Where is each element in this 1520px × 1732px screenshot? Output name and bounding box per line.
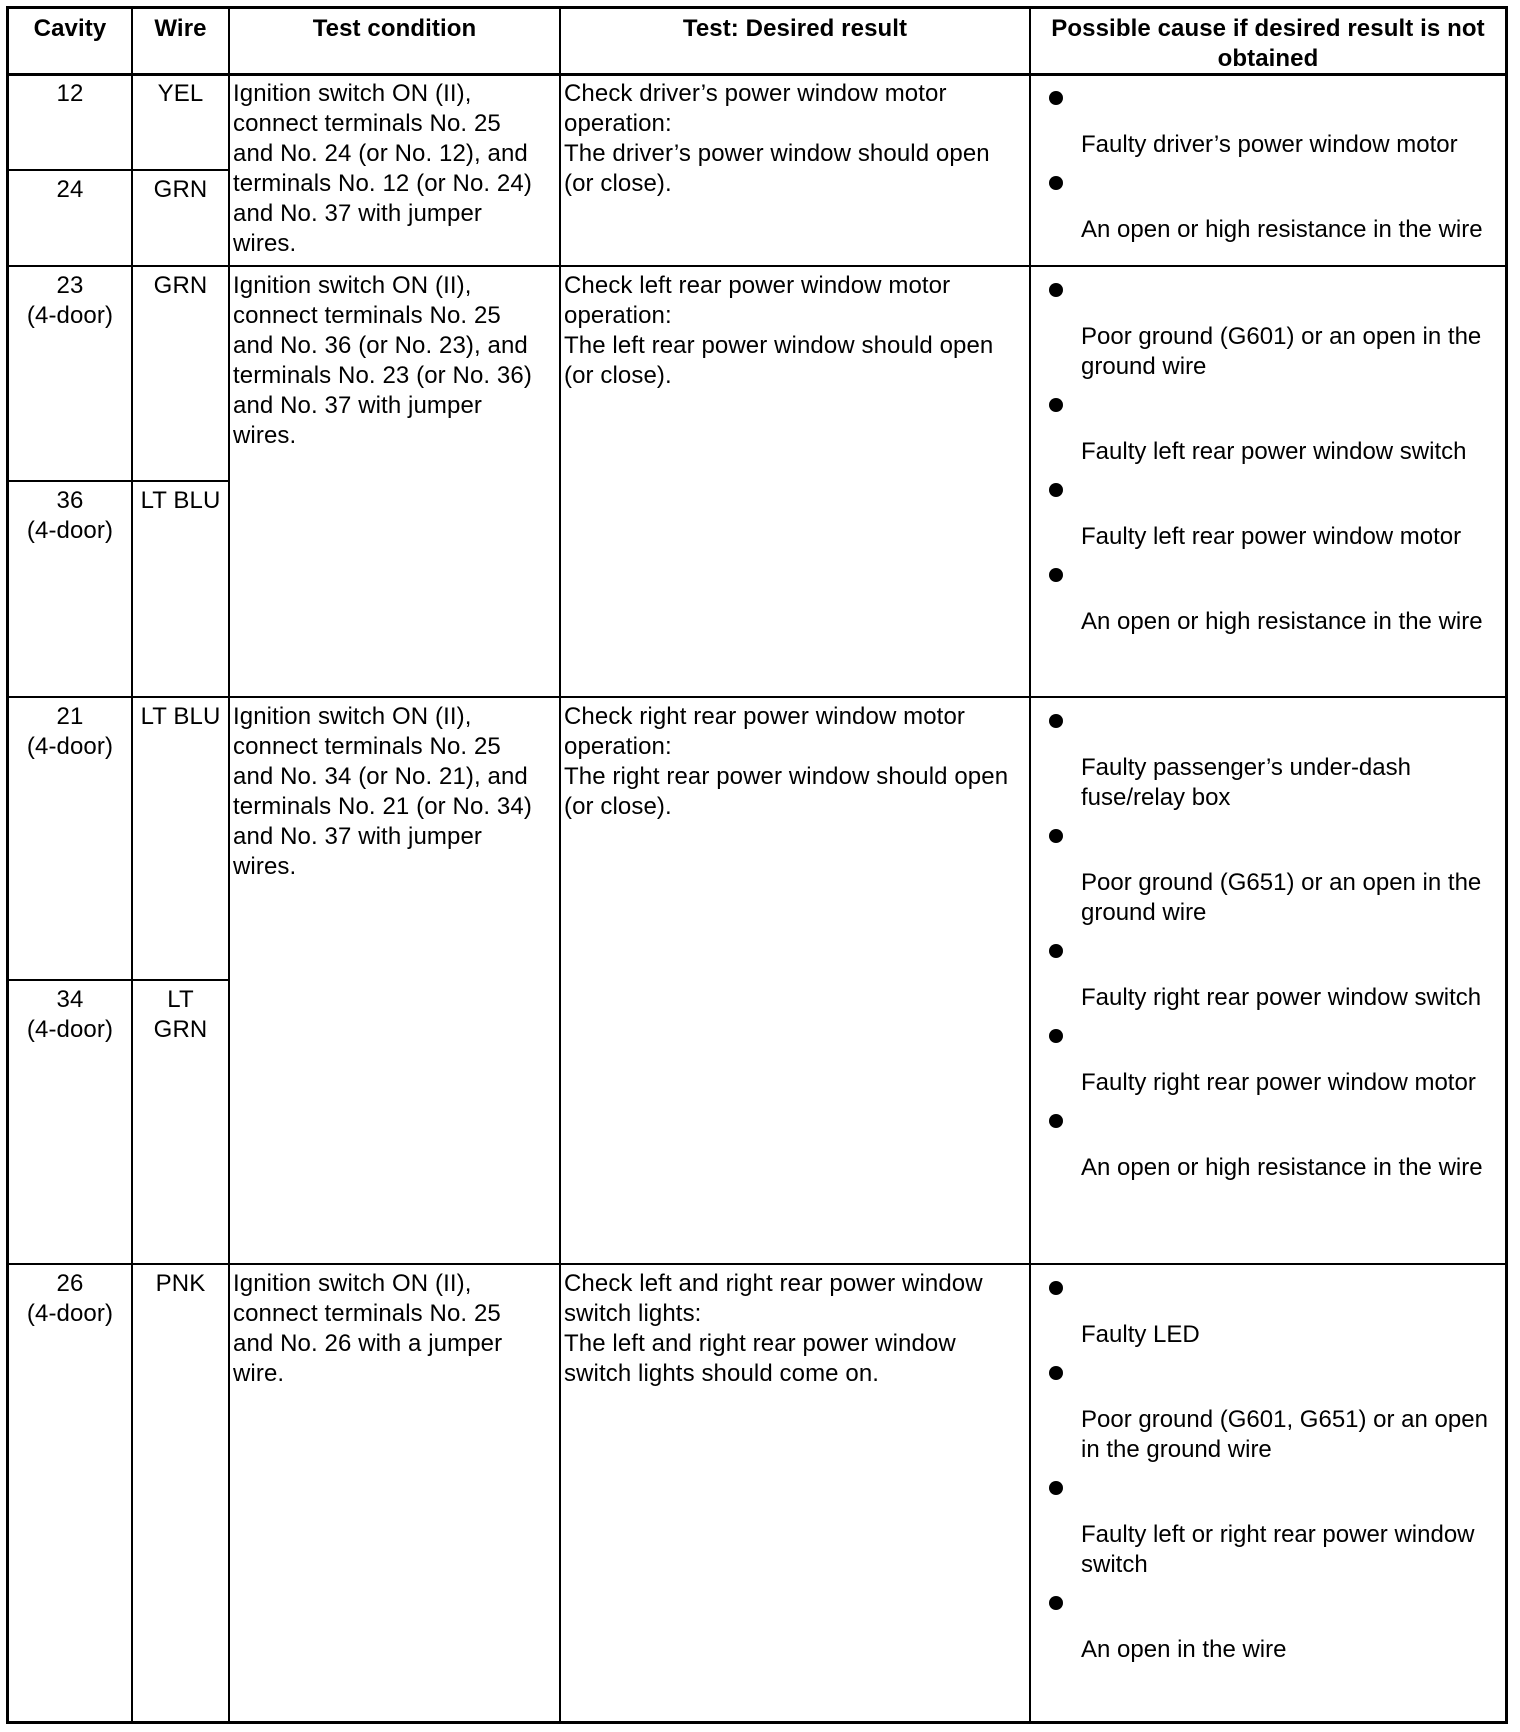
test-condition-cell: Ignition switch ON (II), connect terminals No. 25 and No. 24 (or No. 12), and terminals No. 12 (or No. 24) and No. 37 with jumper wires. bbox=[233, 80, 532, 257]
cause-text: Faulty LED bbox=[1081, 1321, 1200, 1348]
header-cavity: Cavity bbox=[33, 15, 107, 42]
header-possible-cause: Possible cause if desired result is not obtained bbox=[1051, 15, 1485, 72]
cause-item bbox=[1031, 75, 1505, 160]
cavity-cell: 21 (4-door) bbox=[26, 703, 114, 760]
test-condition-cell: Ignition switch ON (II), connect terminals No. 25 and No. 36 (or No. 23), and terminals No. 23 (or No. 36) and No. 37 with jumper wires. bbox=[233, 272, 532, 449]
bullet-icon bbox=[1049, 829, 1063, 843]
wire-cell: YEL bbox=[157, 80, 204, 107]
wire-cell: LT GRN bbox=[153, 986, 208, 1043]
cause-text: An open or high resistance in the wire bbox=[1081, 608, 1483, 635]
wire-cell: GRN bbox=[153, 272, 208, 299]
cause-text: An open or high resistance in the wire bbox=[1081, 1154, 1483, 1181]
bullet-icon bbox=[1049, 283, 1063, 297]
wire-cell: LT BLU bbox=[140, 487, 221, 514]
bullet-icon bbox=[1049, 1281, 1063, 1295]
cause-text: Faulty driver’s power window motor bbox=[1081, 131, 1458, 158]
header-test-condition: Test condition bbox=[312, 15, 477, 42]
cause-item bbox=[1031, 552, 1505, 637]
cause-item bbox=[1031, 928, 1505, 1013]
cause-text: An open or high resistance in the wire bbox=[1081, 216, 1483, 243]
header-wire: Wire bbox=[154, 15, 207, 42]
test-condition-cell: Ignition switch ON (II), connect terminals No. 25 and No. 26 with a jumper wire. bbox=[233, 1270, 503, 1387]
bullet-icon bbox=[1049, 398, 1063, 412]
bullet-icon bbox=[1049, 1029, 1063, 1043]
cause-item bbox=[1031, 1098, 1505, 1183]
wire-cell: GRN bbox=[153, 176, 208, 203]
desired-result-cell: Check left rear power window motor operation: The left rear power window should open (or close). bbox=[564, 272, 994, 389]
wire-cell: PNK bbox=[155, 1270, 206, 1297]
cause-item bbox=[1031, 1580, 1505, 1665]
cause-text: Poor ground (G601, G651) or an open in the ground wire bbox=[1081, 1406, 1488, 1463]
cavity-cell: 34 (4-door) bbox=[26, 986, 114, 1043]
bullet-icon bbox=[1049, 176, 1063, 190]
wire-cell: LT BLU bbox=[140, 703, 221, 730]
cause-text: Faulty left rear power window switch bbox=[1081, 438, 1467, 465]
cause-list bbox=[1031, 267, 1505, 637]
sub-row-divider bbox=[9, 979, 229, 981]
cause-text: Poor ground (G601) or an open in the ground wire bbox=[1081, 323, 1482, 380]
cause-text: Poor ground (G651) or an open in the ground wire bbox=[1081, 869, 1482, 926]
cavity-cell: 26 (4-door) bbox=[26, 1270, 114, 1327]
sub-row-divider bbox=[9, 169, 229, 171]
bullet-icon bbox=[1049, 483, 1063, 497]
bullet-icon bbox=[1049, 1596, 1063, 1610]
cause-text: Faulty right rear power window motor bbox=[1081, 1069, 1476, 1096]
bullet-icon bbox=[1049, 1366, 1063, 1380]
header-desired-result: Test: Desired result bbox=[682, 15, 908, 42]
cause-list bbox=[1031, 698, 1505, 1183]
desired-result-cell: Check driver’s power window motor operation: The driver’s power window should open (or close). bbox=[564, 80, 990, 197]
bullet-icon bbox=[1049, 1481, 1063, 1495]
cause-list bbox=[1031, 75, 1505, 245]
cavity-cell: 36 (4-door) bbox=[26, 487, 114, 544]
cause-text: Faulty right rear power window switch bbox=[1081, 984, 1482, 1011]
cause-text: Faulty passenger’s under-dash fuse/relay box bbox=[1081, 754, 1411, 811]
cause-item bbox=[1031, 698, 1505, 813]
bullet-icon bbox=[1049, 714, 1063, 728]
desired-result-cell: Check left and right rear power window switch lights: The left and right rear power window switch lights should come on. bbox=[564, 1270, 983, 1387]
cause-item bbox=[1031, 382, 1505, 467]
desired-result-cell: Check right rear power window motor operation: The right rear power window should open (or close). bbox=[564, 703, 1009, 820]
cause-item bbox=[1031, 1265, 1505, 1350]
cavity-cell: 23 (4-door) bbox=[26, 272, 114, 329]
diagnostic-table bbox=[6, 6, 1508, 1724]
cause-item bbox=[1031, 1013, 1505, 1098]
cause-item bbox=[1031, 1350, 1505, 1465]
cavity-cell: 12 bbox=[56, 80, 84, 107]
cause-item bbox=[1031, 467, 1505, 552]
bullet-icon bbox=[1049, 568, 1063, 582]
cause-item bbox=[1031, 813, 1505, 928]
bullet-icon bbox=[1049, 1114, 1063, 1128]
cause-item bbox=[1031, 1465, 1505, 1580]
test-condition-cell: Ignition switch ON (II), connect terminals No. 25 and No. 34 (or No. 21), and terminals No. 21 (or No. 34) and No. 37 with jumper wires. bbox=[233, 703, 532, 880]
cause-text: An open in the wire bbox=[1081, 1636, 1287, 1663]
cause-text: Faulty left rear power window motor bbox=[1081, 523, 1462, 550]
cavity-cell: 24 bbox=[56, 176, 84, 203]
sub-row-divider bbox=[9, 480, 229, 482]
cause-list bbox=[1031, 1265, 1505, 1665]
bullet-icon bbox=[1049, 91, 1063, 105]
cause-text: Faulty left or right rear power window switch bbox=[1081, 1521, 1475, 1578]
cause-item bbox=[1031, 160, 1505, 245]
bullet-icon bbox=[1049, 944, 1063, 958]
cause-item bbox=[1031, 267, 1505, 382]
